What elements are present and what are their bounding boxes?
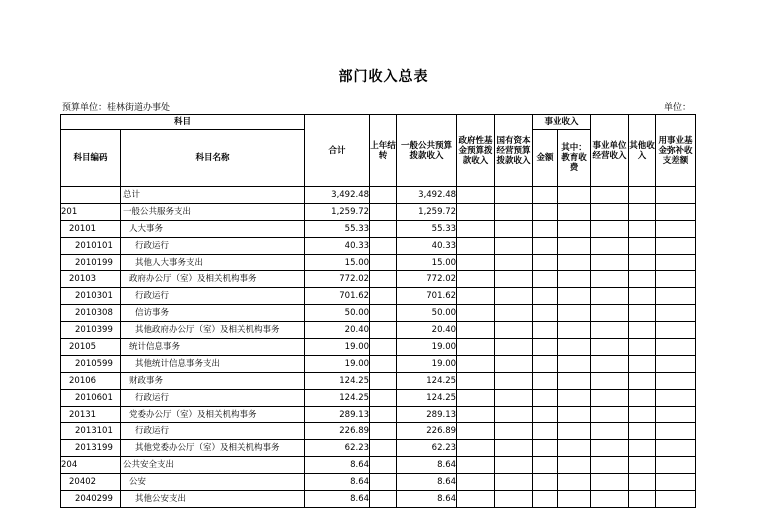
row-general-budget: 701.62: [397, 288, 457, 305]
row-fund-balance: [656, 271, 696, 288]
table-row: [61, 288, 696, 305]
row-carryover: [370, 440, 397, 457]
row-general-budget: 19.00: [397, 339, 457, 356]
row-total: 289.13: [305, 406, 370, 423]
table-row: [61, 355, 696, 372]
currency-unit-label: 单位：: [664, 103, 692, 113]
row-code: 2010308: [61, 305, 121, 322]
row-name: 信访事务: [121, 305, 305, 322]
row-amount: [533, 322, 558, 339]
row-operation-income: [591, 491, 629, 508]
row-general-budget: 15.00: [397, 254, 457, 271]
row-gov-fund: [457, 237, 495, 254]
row-fund-balance: [656, 355, 696, 372]
row-fund-balance: [656, 389, 696, 406]
header-name: 科目名称: [121, 130, 305, 187]
row-name: 一般公共服务支出: [121, 203, 305, 220]
row-education-fee: [558, 237, 591, 254]
row-carryover: [370, 355, 397, 372]
row-other-income: [629, 305, 656, 322]
row-gov-fund: [457, 389, 495, 406]
row-carryover: [370, 457, 397, 474]
row-other-income: [629, 355, 656, 372]
row-amount: [533, 474, 558, 491]
row-amount: [533, 372, 558, 389]
row-state-owned: [495, 457, 533, 474]
row-code: 2010199: [61, 254, 121, 271]
row-operation-income: [591, 187, 629, 204]
row-fund-balance: [656, 322, 696, 339]
header-gov-fund: 政府性基金预算拨款收入: [457, 115, 495, 187]
row-operation-income: [591, 389, 629, 406]
row-other-income: [629, 491, 656, 508]
row-carryover: [370, 237, 397, 254]
row-gov-fund: [457, 423, 495, 440]
row-operation-income: [591, 355, 629, 372]
row-code: 2010101: [61, 237, 121, 254]
row-amount: [533, 237, 558, 254]
row-carryover: [370, 254, 397, 271]
row-education-fee: [558, 271, 591, 288]
table-row: [61, 271, 696, 288]
row-state-owned: [495, 237, 533, 254]
row-state-owned: [495, 372, 533, 389]
row-other-income: [629, 406, 656, 423]
row-fund-balance: [656, 457, 696, 474]
row-total: 8.64: [305, 491, 370, 508]
row-total: 3,492.48: [305, 187, 370, 204]
row-amount: [533, 457, 558, 474]
row-total: 772.02: [305, 271, 370, 288]
header-business-income: 事业收入: [533, 115, 591, 130]
table-row: [61, 237, 696, 254]
row-code: 20106: [61, 372, 121, 389]
row-name: 财政事务: [121, 372, 305, 389]
header-education-fee: 其中：教育收费: [558, 130, 591, 187]
row-education-fee: [558, 187, 591, 204]
row-other-income: [629, 372, 656, 389]
page-title: 部门收入总表: [338, 69, 429, 85]
row-other-income: [629, 271, 656, 288]
table-row: [61, 474, 696, 491]
row-education-fee: [558, 423, 591, 440]
row-total: 8.64: [305, 457, 370, 474]
row-other-income: [629, 474, 656, 491]
row-carryover: [370, 389, 397, 406]
row-code: 2013199: [61, 440, 121, 457]
row-gov-fund: [457, 355, 495, 372]
income-summary-table: [60, 114, 696, 508]
row-other-income: [629, 322, 656, 339]
row-name: 行政运行: [121, 237, 305, 254]
header-state-owned: 国有资本经营预算拨款收入: [495, 115, 533, 187]
row-state-owned: [495, 203, 533, 220]
table-row: [61, 406, 696, 423]
row-operation-income: [591, 203, 629, 220]
row-name: 其他统计信息事务支出: [121, 355, 305, 372]
row-carryover: [370, 322, 397, 339]
table-row: [61, 457, 696, 474]
row-code: 20101: [61, 220, 121, 237]
table-row: [61, 423, 696, 440]
row-name: 行政运行: [121, 389, 305, 406]
row-total: 19.00: [305, 339, 370, 356]
row-gov-fund: [457, 220, 495, 237]
row-state-owned: [495, 474, 533, 491]
row-code: 2010599: [61, 355, 121, 372]
row-other-income: [629, 254, 656, 271]
row-fund-balance: [656, 203, 696, 220]
row-code: 20131: [61, 406, 121, 423]
row-name: 公共安全支出: [121, 457, 305, 474]
row-state-owned: [495, 389, 533, 406]
row-general-budget: 289.13: [397, 406, 457, 423]
row-total: 55.33: [305, 220, 370, 237]
row-operation-income: [591, 339, 629, 356]
row-fund-balance: [656, 372, 696, 389]
row-general-budget: 50.00: [397, 305, 457, 322]
row-code: 204: [61, 457, 121, 474]
row-total: 8.64: [305, 474, 370, 491]
row-state-owned: [495, 440, 533, 457]
row-code: 20103: [61, 271, 121, 288]
row-state-owned: [495, 355, 533, 372]
row-name: 行政运行: [121, 288, 305, 305]
table-row: [61, 305, 696, 322]
row-education-fee: [558, 457, 591, 474]
row-general-budget: 226.89: [397, 423, 457, 440]
row-fund-balance: [656, 288, 696, 305]
row-other-income: [629, 457, 656, 474]
row-other-income: [629, 220, 656, 237]
row-code: 20402: [61, 474, 121, 491]
row-gov-fund: [457, 474, 495, 491]
row-carryover: [370, 474, 397, 491]
row-operation-income: [591, 372, 629, 389]
row-amount: [533, 389, 558, 406]
row-code: 2013101: [61, 423, 121, 440]
row-carryover: [370, 423, 397, 440]
header-fund-balance: 用事业基金弥补收支差额: [656, 115, 696, 187]
row-total: 40.33: [305, 237, 370, 254]
row-carryover: [370, 187, 397, 204]
row-operation-income: [591, 457, 629, 474]
row-general-budget: 3,492.48: [397, 187, 457, 204]
row-education-fee: [558, 355, 591, 372]
table-row: [61, 203, 696, 220]
table-row: [61, 372, 696, 389]
row-total: 19.00: [305, 355, 370, 372]
row-operation-income: [591, 305, 629, 322]
row-carryover: [370, 271, 397, 288]
row-name: 其他党委办公厅（室）及相关机构事务: [121, 440, 305, 457]
row-general-budget: 19.00: [397, 355, 457, 372]
row-state-owned: [495, 220, 533, 237]
row-carryover: [370, 372, 397, 389]
row-other-income: [629, 187, 656, 204]
row-amount: [533, 339, 558, 356]
row-gov-fund: [457, 372, 495, 389]
budget-unit-label: 预算单位：桂林街道办事处: [62, 103, 171, 113]
row-carryover: [370, 288, 397, 305]
row-amount: [533, 220, 558, 237]
row-education-fee: [558, 440, 591, 457]
row-gov-fund: [457, 440, 495, 457]
row-education-fee: [558, 389, 591, 406]
row-amount: [533, 271, 558, 288]
row-general-budget: 124.25: [397, 372, 457, 389]
row-carryover: [370, 339, 397, 356]
row-education-fee: [558, 491, 591, 508]
row-name: 政府办公厅（室）及相关机构事务: [121, 271, 305, 288]
row-operation-income: [591, 220, 629, 237]
row-state-owned: [495, 339, 533, 356]
row-code: 2010601: [61, 389, 121, 406]
header-carryover: 上年结转: [370, 115, 397, 187]
row-fund-balance: [656, 187, 696, 204]
row-amount: [533, 254, 558, 271]
row-state-owned: [495, 288, 533, 305]
row-operation-income: [591, 440, 629, 457]
row-gov-fund: [457, 305, 495, 322]
row-gov-fund: [457, 322, 495, 339]
row-operation-income: [591, 406, 629, 423]
row-fund-balance: [656, 339, 696, 356]
row-general-budget: 8.64: [397, 474, 457, 491]
row-other-income: [629, 203, 656, 220]
row-education-fee: [558, 254, 591, 271]
row-amount: [533, 406, 558, 423]
row-name: 党委办公厅（室）及相关机构事务: [121, 406, 305, 423]
row-operation-income: [591, 288, 629, 305]
row-gov-fund: [457, 187, 495, 204]
row-other-income: [629, 389, 656, 406]
header-operation-income: 事业单位经营收入: [591, 115, 629, 187]
row-name: 其他公安支出: [121, 491, 305, 508]
row-total: 1,259.72: [305, 203, 370, 220]
table-row: [61, 187, 696, 204]
row-education-fee: [558, 203, 591, 220]
row-gov-fund: [457, 406, 495, 423]
row-state-owned: [495, 187, 533, 204]
row-total: 50.00: [305, 305, 370, 322]
row-general-budget: 8.64: [397, 457, 457, 474]
table-row: [61, 254, 696, 271]
row-education-fee: [558, 220, 591, 237]
row-amount: [533, 305, 558, 322]
row-state-owned: [495, 322, 533, 339]
row-carryover: [370, 491, 397, 508]
row-total: 124.25: [305, 372, 370, 389]
row-gov-fund: [457, 254, 495, 271]
row-operation-income: [591, 474, 629, 491]
row-total: 226.89: [305, 423, 370, 440]
row-total: 15.00: [305, 254, 370, 271]
row-education-fee: [558, 305, 591, 322]
row-code: [61, 187, 121, 204]
row-name: 公安: [121, 474, 305, 491]
table-row: [61, 322, 696, 339]
row-other-income: [629, 237, 656, 254]
row-gov-fund: [457, 491, 495, 508]
row-gov-fund: [457, 288, 495, 305]
row-name: 总计: [121, 187, 305, 204]
row-carryover: [370, 406, 397, 423]
row-other-income: [629, 423, 656, 440]
row-general-budget: 62.23: [397, 440, 457, 457]
row-state-owned: [495, 271, 533, 288]
row-fund-balance: [656, 305, 696, 322]
header-other-income: 其他收入: [629, 115, 656, 187]
table-row: [61, 389, 696, 406]
row-total: 20.40: [305, 322, 370, 339]
row-gov-fund: [457, 271, 495, 288]
row-operation-income: [591, 237, 629, 254]
row-fund-balance: [656, 474, 696, 491]
row-general-budget: 55.33: [397, 220, 457, 237]
row-carryover: [370, 220, 397, 237]
row-general-budget: 1,259.72: [397, 203, 457, 220]
row-other-income: [629, 440, 656, 457]
row-total: 701.62: [305, 288, 370, 305]
row-education-fee: [558, 288, 591, 305]
row-amount: [533, 491, 558, 508]
row-code: 2040299: [61, 491, 121, 508]
row-gov-fund: [457, 457, 495, 474]
row-amount: [533, 423, 558, 440]
table-row: [61, 339, 696, 356]
table-row: [61, 440, 696, 457]
row-general-budget: 40.33: [397, 237, 457, 254]
row-carryover: [370, 203, 397, 220]
row-name: 统计信息事务: [121, 339, 305, 356]
row-fund-balance: [656, 491, 696, 508]
row-general-budget: 124.25: [397, 389, 457, 406]
row-code: 2010301: [61, 288, 121, 305]
row-education-fee: [558, 474, 591, 491]
row-code: 20105: [61, 339, 121, 356]
row-code: 2010399: [61, 322, 121, 339]
table-row: [61, 491, 696, 508]
row-fund-balance: [656, 423, 696, 440]
row-code: 201: [61, 203, 121, 220]
row-total: 62.23: [305, 440, 370, 457]
row-other-income: [629, 339, 656, 356]
header-code: 科目编码: [61, 130, 121, 187]
row-amount: [533, 440, 558, 457]
row-general-budget: 8.64: [397, 491, 457, 508]
row-state-owned: [495, 305, 533, 322]
row-education-fee: [558, 406, 591, 423]
row-state-owned: [495, 423, 533, 440]
row-operation-income: [591, 254, 629, 271]
row-amount: [533, 187, 558, 204]
row-total: 124.25: [305, 389, 370, 406]
row-operation-income: [591, 271, 629, 288]
row-name: 人大事务: [121, 220, 305, 237]
row-name: 行政运行: [121, 423, 305, 440]
row-gov-fund: [457, 203, 495, 220]
row-education-fee: [558, 339, 591, 356]
header-subject: 科目: [61, 115, 305, 130]
row-general-budget: 20.40: [397, 322, 457, 339]
row-education-fee: [558, 372, 591, 389]
row-fund-balance: [656, 254, 696, 271]
row-name: 其他政府办公厅（室）及相关机构事务: [121, 322, 305, 339]
row-other-income: [629, 288, 656, 305]
row-general-budget: 772.02: [397, 271, 457, 288]
table-row: [61, 220, 696, 237]
row-fund-balance: [656, 220, 696, 237]
row-amount: [533, 288, 558, 305]
row-fund-balance: [656, 440, 696, 457]
header-total: 合计: [305, 115, 370, 187]
row-name: 其他人大事务支出: [121, 254, 305, 271]
row-state-owned: [495, 406, 533, 423]
header-amount: 金额: [533, 130, 558, 187]
row-operation-income: [591, 423, 629, 440]
row-amount: [533, 203, 558, 220]
row-amount: [533, 355, 558, 372]
row-education-fee: [558, 322, 591, 339]
header-general-budget: 一般公共预算拨款收入: [397, 115, 457, 187]
row-fund-balance: [656, 406, 696, 423]
row-carryover: [370, 305, 397, 322]
row-operation-income: [591, 322, 629, 339]
row-fund-balance: [656, 237, 696, 254]
row-state-owned: [495, 254, 533, 271]
row-gov-fund: [457, 339, 495, 356]
row-state-owned: [495, 491, 533, 508]
